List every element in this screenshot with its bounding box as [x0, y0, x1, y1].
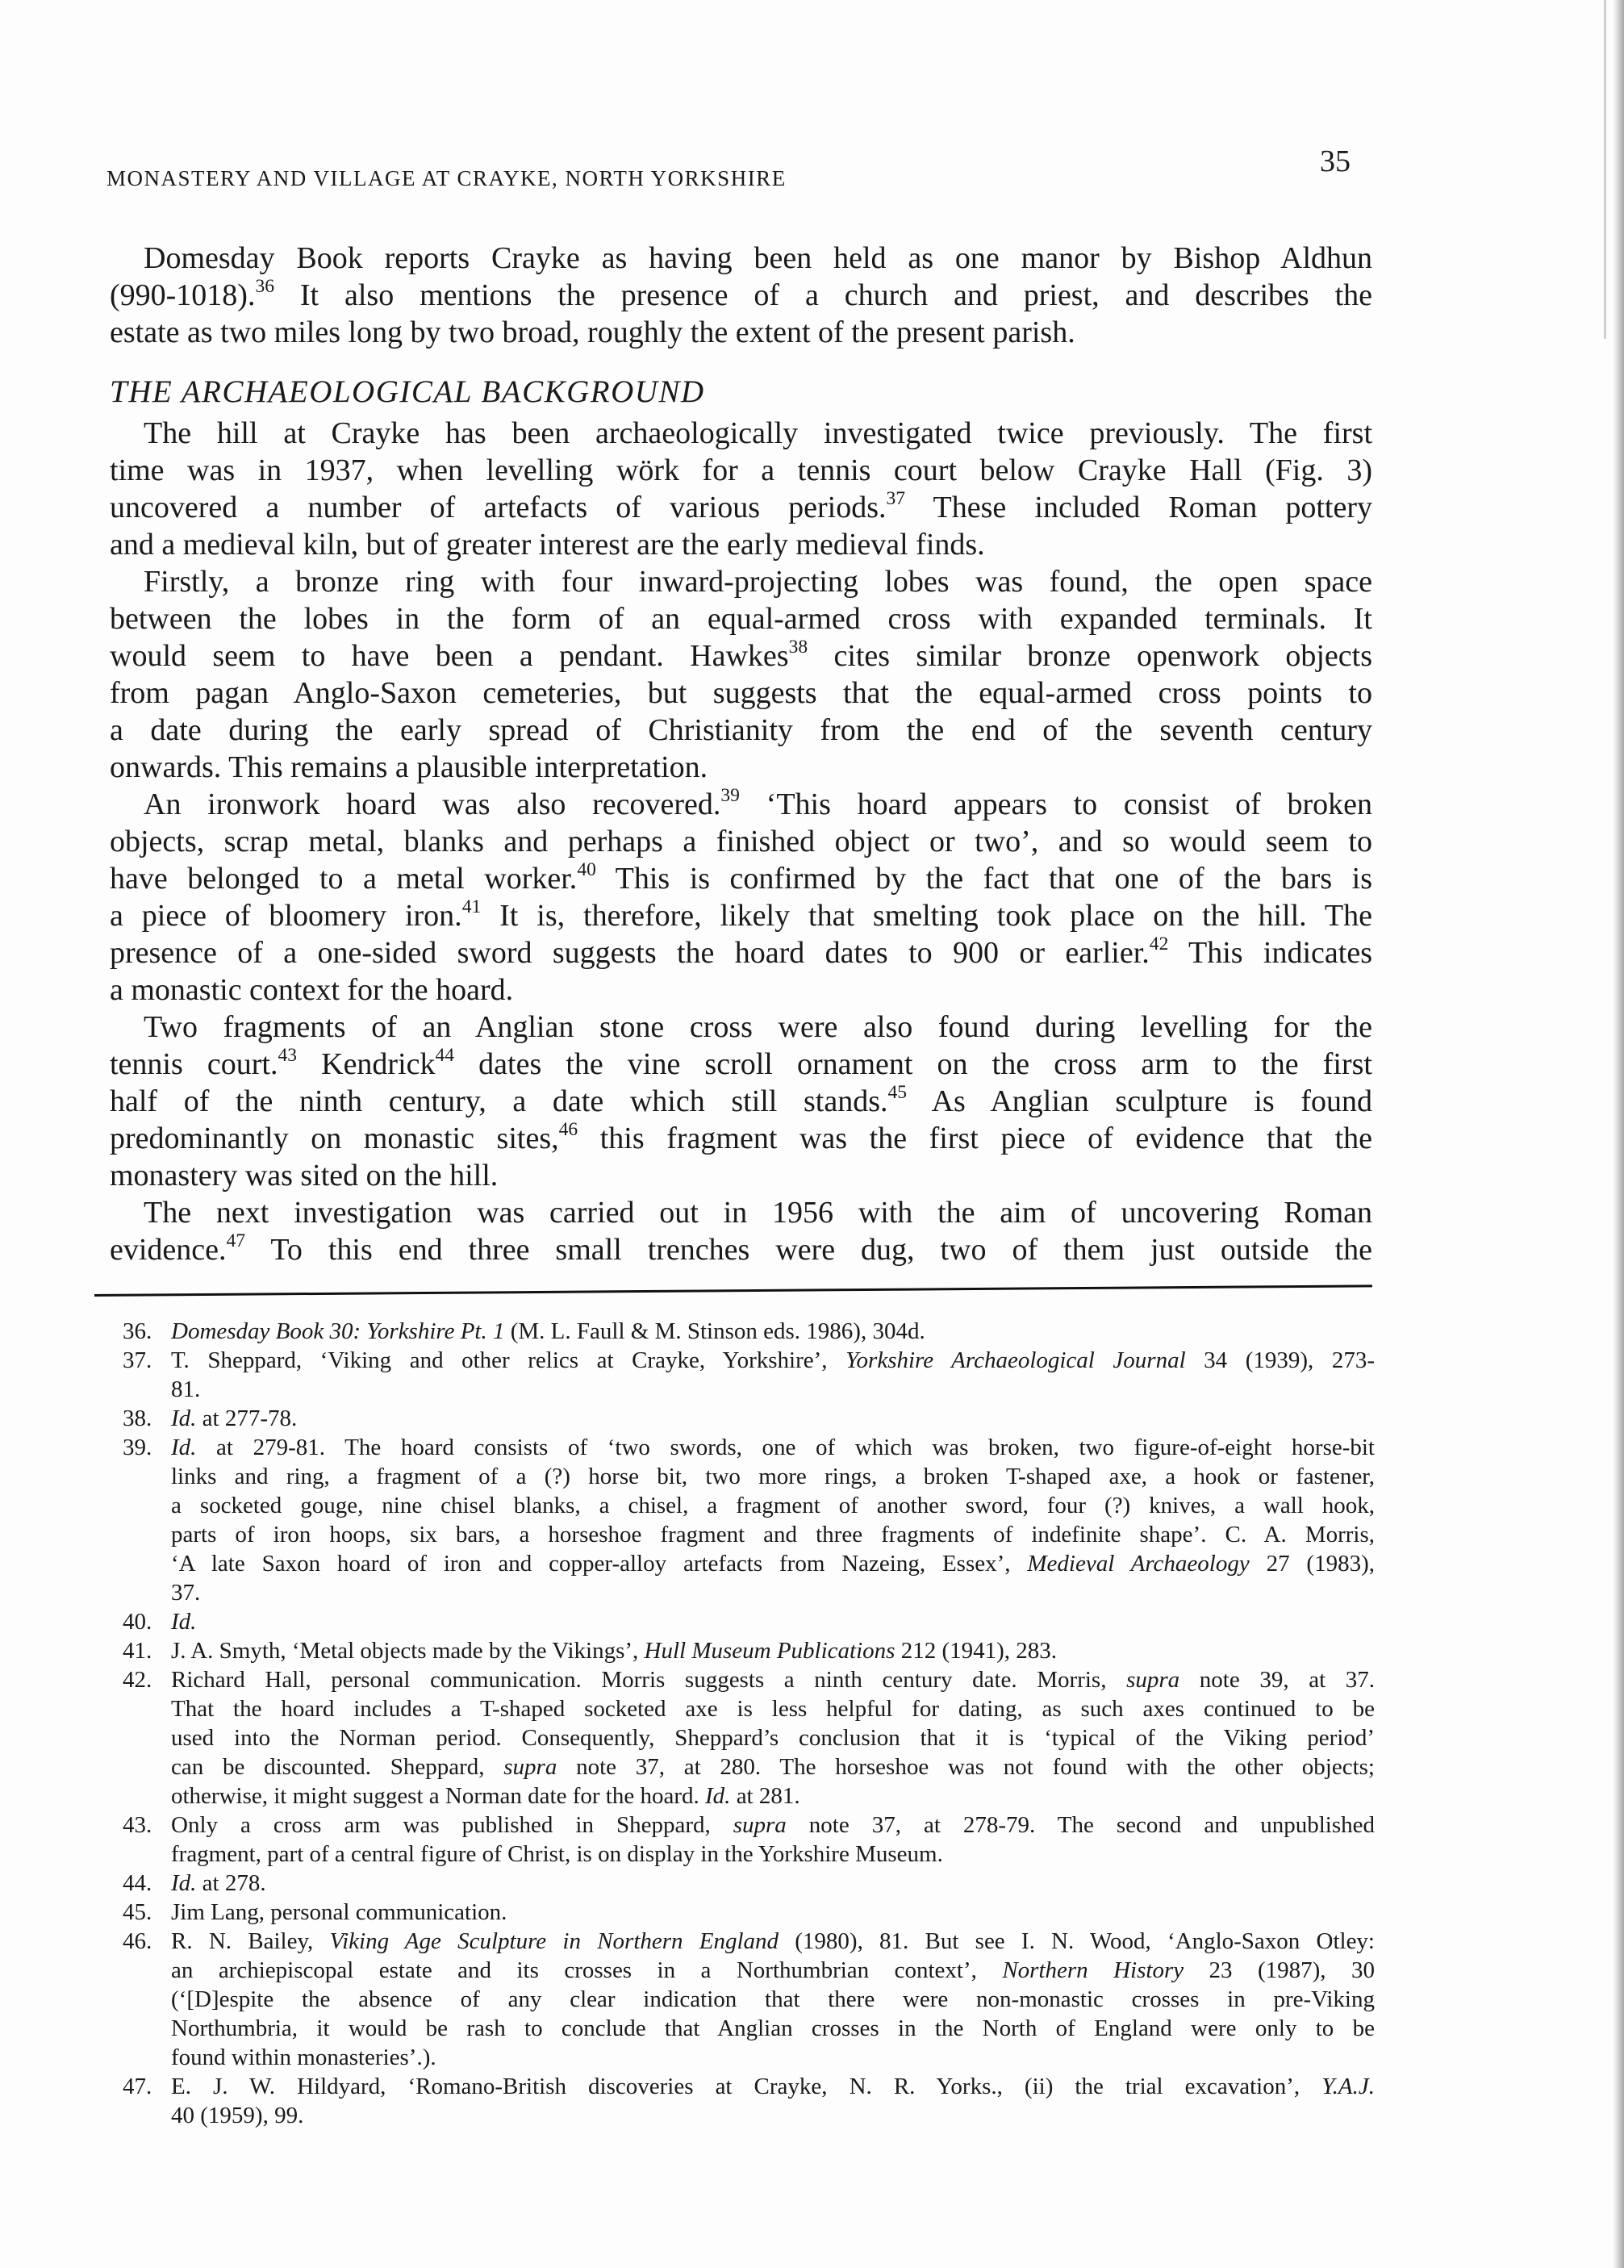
text-segment: from pagan Anglo-Saxon cemeteries, but suggests that the equal-armed cross points to	[110, 676, 1372, 710]
footnote-ref[interactable]: 44	[435, 1044, 455, 1066]
text-segment: have belonged to a metal worker.	[110, 862, 578, 896]
text-segment: It is, therefore, likely that smelting took place on the hill. The	[481, 899, 1372, 933]
text-segment: J. A. Smyth, ‘Metal objects made by the Vikings’,	[171, 1638, 645, 1664]
footnote-ref[interactable]: 47	[226, 1230, 246, 1251]
text-line	[110, 600, 1372, 637]
text-segment: ‘A late Saxon hoard of iron and copper-alloy artefacts from Nazeing, Essex’,	[171, 1551, 1028, 1577]
text-line	[110, 314, 1372, 351]
footnote	[123, 1927, 1375, 2072]
text-line	[171, 1869, 1375, 1898]
text-segment: cites similar bronze openwork objects	[808, 639, 1372, 673]
footnote-text	[171, 1346, 1375, 1404]
footnote-ref[interactable]: 36	[255, 275, 275, 297]
text-segment: The hill at Crayke has been archaeologically investigated twice previously. The first	[144, 416, 1372, 450]
text-segment: (990-1018).	[110, 278, 256, 312]
text-segment: note 37, at 278-79. The second and unpublished	[786, 1812, 1375, 1838]
text-segment: at 279-81. The hoard consists of ‘two swords, one of which was broken, two figure-of-eight horse-bit	[196, 1435, 1375, 1460]
paragraph-domesday	[110, 240, 1372, 351]
text-segment: 81.	[171, 1376, 201, 1402]
footnote-ref[interactable]: 40	[577, 858, 596, 880]
italic-text: Id.	[705, 1783, 731, 1809]
text-line	[110, 489, 1372, 526]
text-segment: An ironwork hoard was also recovered.	[144, 787, 721, 821]
text-segment: an archiepiscopal estate and its crosses in a Northumbrian context’,	[171, 1957, 1003, 1983]
text-line	[171, 1404, 1375, 1433]
text-segment: To this end three small trenches were dug, two of them just outside the	[245, 1233, 1372, 1267]
footnote-number: 39.	[123, 1435, 152, 1460]
text-segment: (M. L. Faull & M. Stinson eds. 1986), 304d.	[504, 1318, 925, 1344]
text-line	[110, 277, 1372, 314]
text-line	[110, 240, 1372, 277]
footnote	[123, 1636, 1375, 1665]
footnote	[123, 1404, 1375, 1433]
text-line	[110, 971, 1372, 1009]
text-segment: Two fragments of an Anglian stone cross were also found during levelling for the	[144, 1010, 1372, 1044]
text-segment: at 278.	[196, 1870, 266, 1896]
text-line	[110, 452, 1372, 489]
text-line	[110, 786, 1372, 823]
text-line	[110, 526, 1372, 563]
footnote-ref[interactable]: 45	[887, 1081, 908, 1103]
text-segment: and a medieval kiln, but of greater interest are the early medieval finds.	[110, 528, 985, 562]
text-line	[110, 1009, 1372, 1046]
text-segment: onwards. This remains a plausible interpretation.	[110, 750, 708, 784]
text-segment: between the lobes in the form of an equal-armed cross with expanded terminals. It	[110, 602, 1372, 636]
text-line	[171, 1317, 1375, 1346]
italic-text: supra	[733, 1812, 787, 1838]
text-line	[171, 1433, 1375, 1462]
text-line	[110, 1157, 1372, 1194]
text-line	[110, 637, 1372, 675]
footnote-text	[171, 1636, 1375, 1665]
footnote-text	[171, 1811, 1375, 1869]
text-line	[110, 415, 1372, 452]
footnote	[123, 1811, 1375, 1869]
text-segment: 23 (1987), 30	[1184, 1957, 1375, 1983]
text-segment: half of the ninth century, a date which still stands.	[110, 1084, 888, 1118]
footnote-text	[171, 1404, 1375, 1433]
text-segment: 37.	[171, 1580, 201, 1606]
footnote	[123, 1898, 1375, 1927]
footnote-text	[171, 1607, 1375, 1636]
text-segment: tennis court.	[110, 1047, 278, 1081]
section-heading: THE ARCHAEOLOGICAL BACKGROUND	[110, 374, 705, 409]
italic-text: Y.A.J.	[1321, 2074, 1375, 2099]
text-segment: These included Roman pottery	[905, 491, 1372, 524]
footnote-number: 45.	[123, 1899, 152, 1925]
footnote-text	[171, 1433, 1375, 1607]
text-segment: at 277-78.	[196, 1405, 298, 1431]
text-line	[171, 1636, 1375, 1665]
text-segment: a socketed gouge, nine chisel blanks, a chisel, a fragment of another sword, four (?) knives, a wall hook,	[171, 1493, 1375, 1518]
text-segment: note 37, at 280. The horseshoe was not found with the other objects;	[557, 1754, 1375, 1780]
text-segment: 212 (1941), 283.	[895, 1638, 1058, 1664]
text-segment: evidence.	[110, 1233, 227, 1267]
footnote-number: 46.	[123, 1928, 152, 1954]
text-segment: (‘[D]espite the absence of any clear indication that there were non-monastic crosses in pre-Viking	[171, 1986, 1375, 2012]
text-segment: presence of a one-sided sword suggests the hoard dates to 900 or earlier.	[110, 936, 1150, 970]
text-segment: a date during the early spread of Christianity from the end of the seventh century	[110, 713, 1372, 747]
footnote-rule	[94, 1284, 1372, 1297]
footnote-ref[interactable]: 38	[788, 636, 808, 658]
footnote-number: 40.	[123, 1609, 152, 1635]
text-segment: objects, scrap metal, blanks and perhaps a finished object or two’, and so would seem to	[110, 825, 1372, 858]
scan-edge-shadow	[1613, 0, 1624, 2268]
italic-text: Hull Museum Publications	[644, 1638, 895, 1664]
text-segment: at 281.	[730, 1783, 800, 1809]
italic-text: supra	[503, 1754, 557, 1780]
text-segment: can be discounted. Sheppard,	[171, 1754, 504, 1780]
footnote	[123, 1665, 1375, 1811]
italic-text: Id.	[171, 1435, 197, 1460]
text-segment: R. N. Bailey,	[171, 1928, 330, 1954]
running-head: MONASTERY AND VILLAGE AT CRAYKE, NORTH YORKSHIRE	[106, 166, 787, 190]
text-segment: Firstly, a bronze ring with four inward-projecting lobes was found, the open space	[144, 565, 1372, 599]
footnote-text	[171, 1898, 1375, 1927]
text-line	[110, 1083, 1372, 1120]
footnote-number: 36.	[123, 1318, 152, 1344]
text-line	[171, 2072, 1375, 2101]
archaeology-body	[110, 415, 1372, 1268]
text-segment: It also mentions the presence of a church and priest, and describes the	[274, 278, 1372, 312]
footnote-text	[171, 1665, 1375, 1811]
text-segment: Richard Hall, personal communication. Morris suggests a ninth century date. Morris,	[171, 1667, 1127, 1693]
text-line	[110, 1046, 1372, 1083]
text-segment: parts of iron hoops, six bars, a horseshoe fragment and three fragments of indefinite shape’. C. A. Morris,	[171, 1522, 1375, 1548]
text-line	[171, 1607, 1375, 1636]
scan-edge-mark	[1604, 0, 1606, 339]
page-number: 35	[1320, 144, 1351, 178]
text-segment: Jim Lang, personal communication.	[171, 1899, 507, 1925]
text-segment: This is confirmed by the fact that one of the bars is	[595, 862, 1373, 896]
footnote	[123, 1869, 1375, 1898]
italic-text: Id.	[171, 1870, 197, 1896]
text-segment: would seem to have been a pendant. Hawkes	[110, 639, 789, 673]
text-line	[171, 1781, 1375, 1811]
footnote	[123, 2072, 1375, 2130]
footnote-number: 37.	[123, 1347, 152, 1373]
text-line	[171, 1491, 1375, 1520]
footnotes	[123, 1317, 1375, 2130]
text-line	[110, 897, 1372, 934]
footnote-number: 47.	[123, 2074, 152, 2099]
footnote-ref[interactable]: 41	[461, 896, 482, 917]
text-segment: Domesday Book reports Crayke as having been held as one manor by Bishop Aldhun	[144, 241, 1372, 275]
text-segment: Kendrick	[297, 1047, 436, 1081]
text-segment: That the hoard includes a T-shaped socketed axe is less helpful for dating, as such axes continued to be	[171, 1696, 1375, 1722]
text-line	[110, 860, 1372, 897]
text-line	[171, 1578, 1375, 1607]
footnote-ref[interactable]: 37	[886, 487, 906, 509]
text-segment: 34 (1939), 273-	[1185, 1347, 1375, 1373]
text-segment: E. J. W. Hildyard, ‘Romano-British discoveries at Crayke, N. R. Yorks., (ii) the trial excavation’,	[171, 2074, 1322, 2099]
footnote	[123, 1346, 1375, 1404]
footnote-text	[171, 1869, 1375, 1898]
text-segment: estate as two miles long by two broad, roughly the extent of the present parish.	[110, 315, 1075, 349]
footnote-ref[interactable]: 39	[720, 784, 740, 806]
footnote-number: 38.	[123, 1405, 152, 1431]
text-segment: predominantly on monastic sites,	[110, 1121, 559, 1155]
text-segment: Only a cross arm was published in Sheppard,	[171, 1812, 733, 1838]
footnote-text	[171, 1317, 1375, 1346]
text-segment: 27 (1983),	[1249, 1551, 1375, 1577]
text-line	[171, 1346, 1375, 1375]
text-segment: this fragment was the first piece of evidence that the	[578, 1121, 1373, 1155]
text-segment: time was in 1937, when levelling wörk for a tennis court below Crayke Hall (Fig. 3)	[110, 453, 1372, 487]
text-line	[171, 1811, 1375, 1840]
footnote-text	[171, 2072, 1375, 2130]
footnote-text	[171, 1927, 1375, 2072]
text-segment: used into the Norman period. Consequently, Sheppard’s conclusion that it is ‘typical of the Viking period’	[171, 1725, 1375, 1751]
text-line	[171, 1985, 1375, 2014]
italic-text: Viking Age Sculpture in Northern England	[329, 1928, 779, 1954]
italic-text: Medieval Archaeology	[1027, 1551, 1250, 1577]
text-segment: fragment, part of a central figure of Christ, is on display in the Yorkshire Museum.	[171, 1841, 943, 1867]
text-line	[171, 1694, 1375, 1723]
footnote-number: 41.	[123, 1638, 152, 1664]
text-segment: a monastic context for the hoard.	[110, 973, 514, 1007]
footnote-number: 44.	[123, 1870, 152, 1896]
footnote-ref[interactable]: 42	[1149, 933, 1169, 954]
footnote	[123, 1317, 1375, 1346]
text-line	[171, 1927, 1375, 1956]
text-segment: monastery was sited on the hill.	[110, 1159, 499, 1192]
text-line	[171, 1898, 1375, 1927]
footnote-number: 42.	[123, 1667, 152, 1693]
text-line	[171, 2043, 1375, 2072]
text-segment: 40 (1959), 99.	[171, 2103, 304, 2128]
footnote-ref[interactable]: 46	[558, 1118, 578, 1140]
text-line	[110, 749, 1372, 786]
text-line	[110, 1231, 1372, 1268]
text-line	[110, 823, 1372, 860]
text-segment: note 39, at 37.	[1179, 1667, 1376, 1693]
text-segment: a piece of bloomery iron.	[110, 899, 462, 933]
text-segment: Northumbria, it would be rash to conclude that Anglian crosses in the North of England were only to be	[171, 2015, 1375, 2041]
text-segment: T. Sheppard, ‘Viking and other relics at Crayke, Yorkshire’,	[171, 1347, 846, 1373]
footnote	[123, 1607, 1375, 1636]
text-line	[171, 1723, 1375, 1752]
italic-text: supra	[1126, 1667, 1180, 1693]
text-line	[171, 1520, 1375, 1549]
text-segment: This indicates	[1168, 936, 1372, 970]
text-segment: links and ring, a fragment of a (?) horse bit, two more rings, a broken T-shaped axe, a hook or fastener,	[171, 1464, 1375, 1489]
text-segment: ‘This hoard appears to consist of broken	[739, 787, 1372, 821]
text-line	[171, 1752, 1375, 1781]
footnote-number: 43.	[123, 1812, 152, 1838]
italic-text: Northern History	[1002, 1957, 1184, 1983]
text-segment: dates the vine scroll ornament on the cross arm to the first	[454, 1047, 1372, 1081]
text-line	[110, 675, 1372, 712]
text-line	[171, 1462, 1375, 1491]
text-line	[171, 2014, 1375, 2043]
text-segment: found within monasteries’.).	[171, 2045, 436, 2070]
italic-text: Domesday Book 30: Yorkshire Pt. 1	[171, 1318, 505, 1344]
text-line	[110, 1194, 1372, 1231]
text-segment: (1980), 81. But see I. N. Wood, ‘Anglo-Saxon Otley:	[779, 1928, 1375, 1954]
text-line	[171, 1956, 1375, 1985]
text-line	[171, 1375, 1375, 1404]
text-line	[171, 1840, 1375, 1869]
text-line	[171, 2101, 1375, 2130]
italic-text: Id.	[171, 1405, 197, 1431]
text-segment: otherwise, it might suggest a Norman date for the hoard.	[171, 1783, 706, 1809]
text-line	[110, 712, 1372, 749]
text-segment: uncovered a number of artefacts of various periods.	[110, 491, 887, 524]
text-line	[171, 1549, 1375, 1578]
italic-text: Yorkshire Archaeological Journal	[845, 1347, 1186, 1373]
text-segment: The next investigation was carried out in 1956 with the aim of uncovering Roman	[144, 1196, 1372, 1230]
text-line	[171, 1665, 1375, 1694]
text-line	[110, 563, 1372, 600]
text-segment: As Anglian sculpture is found	[907, 1084, 1372, 1118]
text-line	[110, 934, 1372, 971]
italic-text: Id.	[171, 1609, 197, 1635]
footnote	[123, 1433, 1375, 1607]
footnote-ref[interactable]: 43	[278, 1044, 298, 1066]
text-line	[110, 1120, 1372, 1157]
